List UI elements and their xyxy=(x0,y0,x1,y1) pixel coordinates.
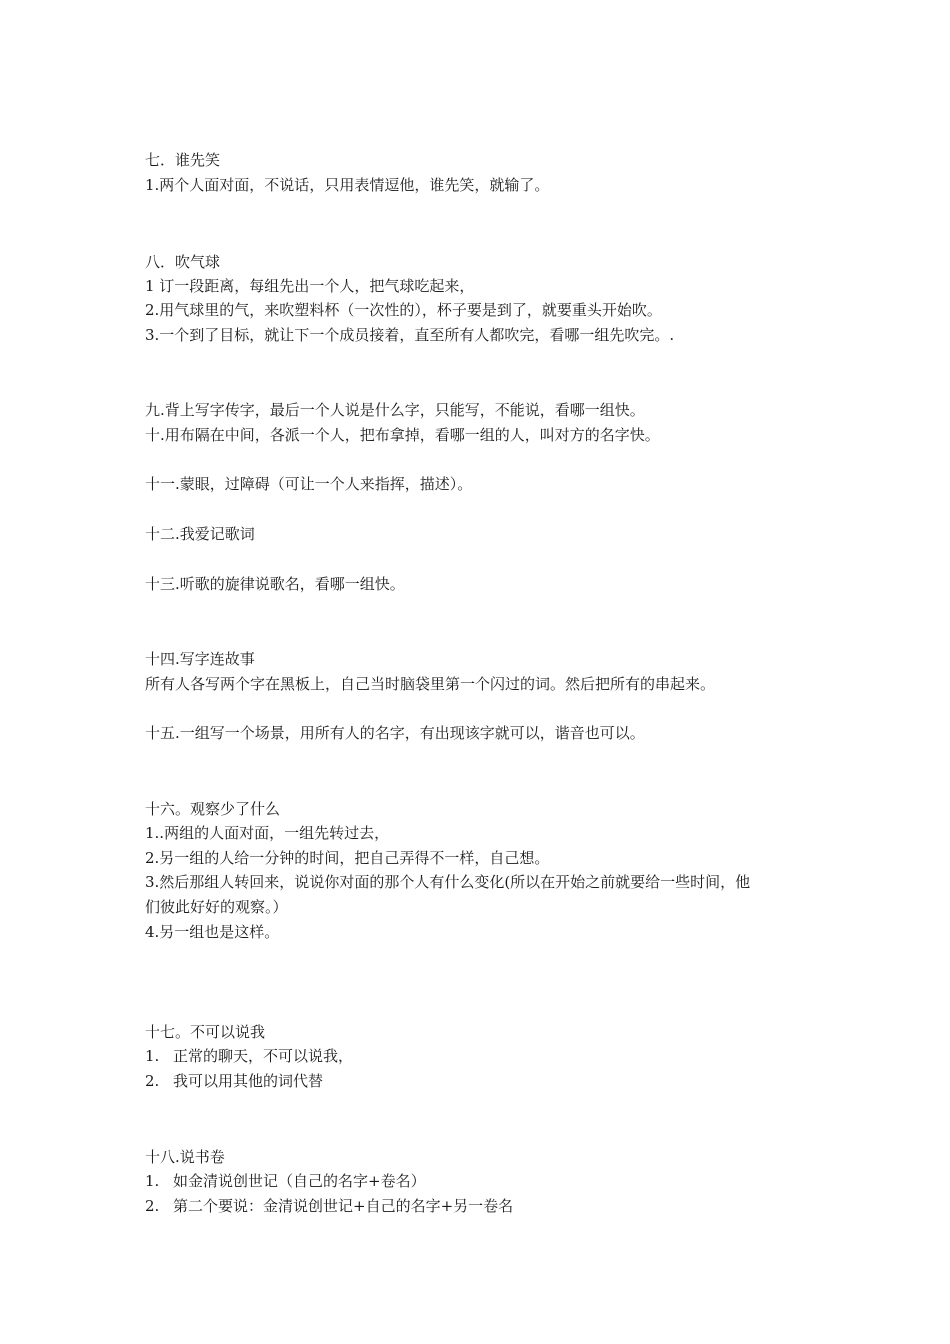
section-16-line-2: 2.另一组的人给一分钟的时间，把自己弄得不一样，自己想。 xyxy=(145,849,550,867)
section-15: 十五.一组写一个场景，用所有人的名字，有出现该字就可以，谐音也可以。 xyxy=(145,724,645,742)
section-10: 十.用布隔在中间，各派一个人，把布拿掉，看哪一组的人，叫对方的名字快。 xyxy=(145,426,660,444)
section-17-item-1 xyxy=(145,1044,815,1068)
section-8-line-2: 2.用气球里的气，来吹塑料杯（一次性的），杯子要是到了，就要重头开始吹。 xyxy=(145,301,662,319)
section-8-heading: 八．吹气球 xyxy=(145,253,221,271)
section-7-line-1: 1.两个人面对面，不说话，只用表情逗他，谁先笑，就输了。 xyxy=(145,176,550,194)
section-17-heading: 十七。不可以说我 xyxy=(145,1023,266,1041)
list-item-text: 正常的聊天，不可以说我， xyxy=(173,1047,354,1065)
section-18-item-2 xyxy=(145,1194,815,1218)
list-item-text: 我可以用其他的词代替 xyxy=(173,1072,324,1090)
section-14-heading: 十四.写字连故事 xyxy=(145,650,255,668)
section-16-heading: 十六。观察少了什么 xyxy=(145,800,281,818)
section-18-item-1 xyxy=(145,1169,815,1193)
section-12: 十二.我爱记歌词 xyxy=(145,525,255,543)
list-number: 2. xyxy=(145,1197,160,1215)
list-item-text: 第二个要说：金清说创世记+自己的名字+另一卷名 xyxy=(173,1197,514,1215)
section-16-line-3: 3.然后那组人转回来，说说你对面的那个人有什么变化(所以在开始之前就要给一些时间，他 xyxy=(145,873,751,891)
list-item-text: 如金清说创世记（自己的名字+卷名） xyxy=(173,1172,426,1190)
section-11: 十一.蒙眼，过障碍（可让一个人来指挥，描述）。 xyxy=(145,475,473,493)
section-9: 九.背上写字传字，最后一个人说是什么字，只能写，不能说，看哪一组快。 xyxy=(145,401,645,419)
list-number: 1. xyxy=(145,1047,160,1065)
section-14-line-1: 所有人各写两个字在黑板上，自己当时脑袋里第一个闪过的词。然后把所有的串起来。 xyxy=(145,675,716,693)
list-number: 1. xyxy=(145,1172,160,1190)
section-18-heading: 十八.说书卷 xyxy=(145,1148,225,1166)
section-16-line-5: 4.另一组也是这样。 xyxy=(145,923,280,941)
section-16-line-4: 们彼此好好的观察。） xyxy=(145,898,288,916)
section-8-line-1: 1 订一段距离，每组先出一个人，把气球吃起来， xyxy=(145,277,475,295)
section-8-line-3: 3.一个到了目标，就让下一个成员接着，直至所有人都吹完，看哪一组先吹完。. xyxy=(145,326,675,344)
section-7-heading: 七．谁先笑 xyxy=(145,151,221,169)
list-number: 2. xyxy=(145,1072,160,1090)
section-17-item-2 xyxy=(145,1069,815,1093)
section-13: 十三.听歌的旋律说歌名，看哪一组快。 xyxy=(145,575,405,593)
section-16-line-1: 1..两组的人面对面，一组先转过去， xyxy=(145,824,390,842)
